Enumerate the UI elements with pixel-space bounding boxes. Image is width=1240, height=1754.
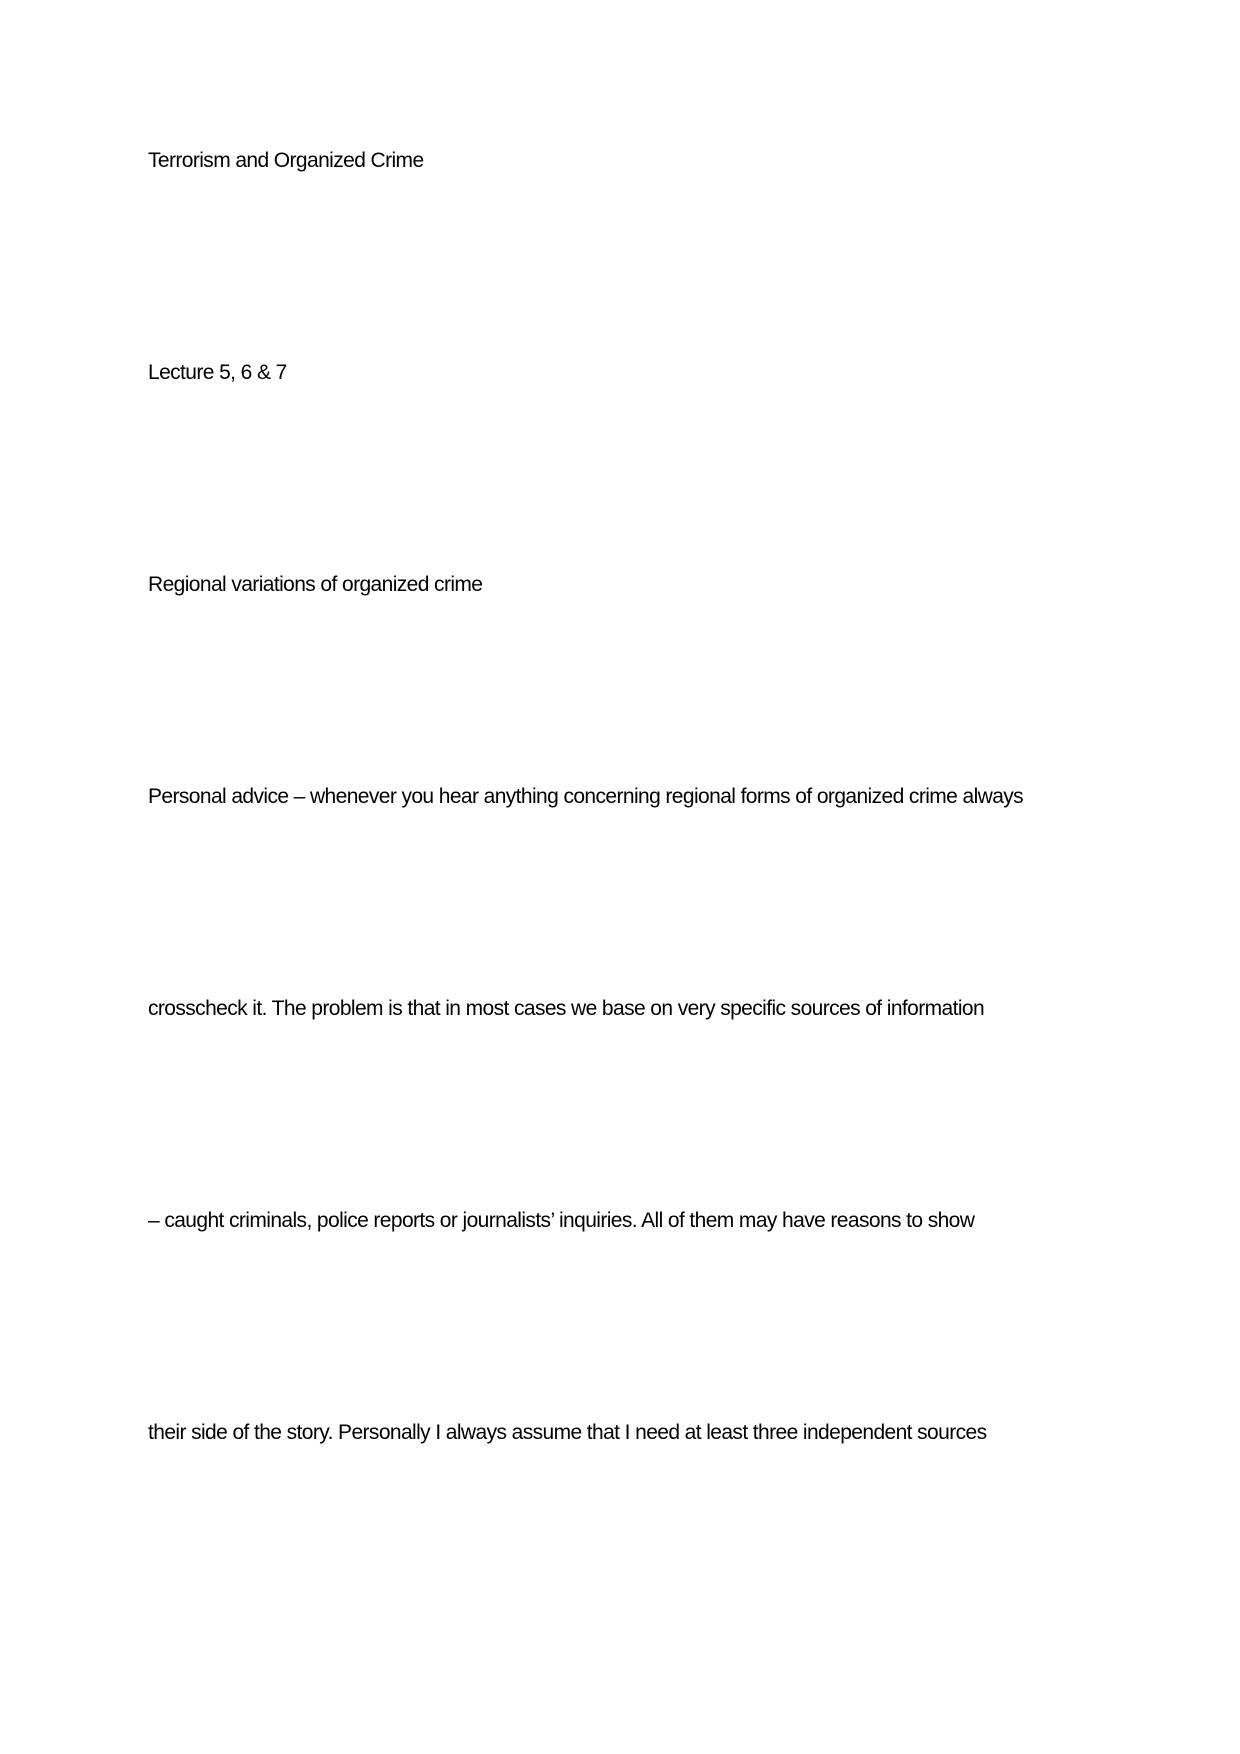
body-text-line: crosscheck it. The problem is that in most cases we base on very specific sources of information [148, 997, 985, 1020]
body-text-line: – caught criminals, police reports or journalists’ inquiries. All of them may have reasons to show [148, 1209, 975, 1232]
document-title: Terrorism and Organized Crime [148, 149, 424, 172]
body-text-line: Personal advice – whenever you hear anything concerning regional forms of organized crime always [148, 785, 1024, 808]
section-heading: Regional variations of organized crime [148, 573, 483, 596]
body-text-line: their side of the story. Personally I always assume that I need at least three independent sources [148, 1421, 987, 1444]
lecture-label: Lecture 5, 6 & 7 [148, 361, 287, 384]
